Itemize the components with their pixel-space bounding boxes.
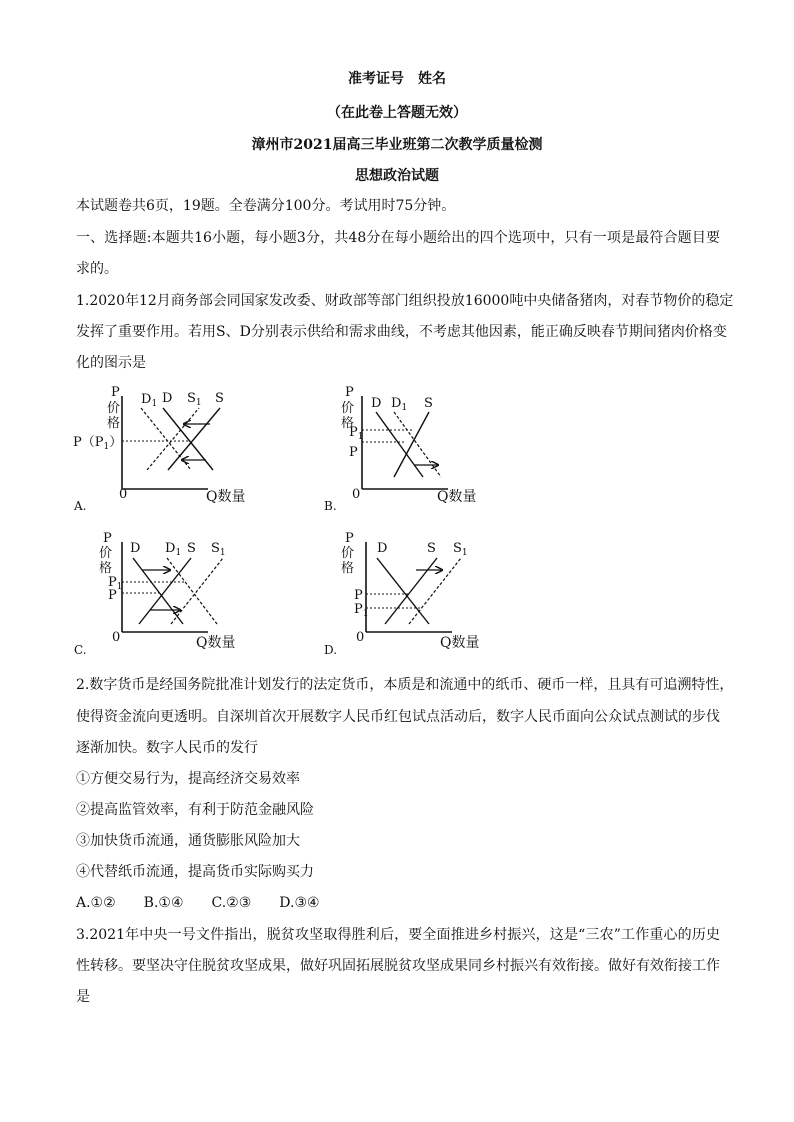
curve-d	[163, 408, 213, 470]
curve-d1-label: $D_1$	[165, 541, 182, 558]
curve-d1-label: $D_1$	[391, 396, 408, 413]
q2-line2: 使得资金流向更透明。自深圳首次开展数字人民币红包试点活动后，数字人民币面向公众试点测试的步伐	[76, 709, 720, 725]
q-axis-label: Q数量	[206, 489, 246, 505]
curve-d	[133, 558, 183, 624]
q-axis-label: Q数量	[196, 635, 236, 651]
curve-d1-label: $D_1$	[141, 392, 158, 409]
q2-option-1: ①方便交易行为，提高经济交易效率	[76, 771, 300, 787]
graph-b	[320, 380, 540, 515]
curve-d-label: D	[371, 396, 382, 411]
q2-line3: 逐渐加快。数字人民币的发行	[76, 740, 258, 756]
curve-s1-label: $S_1$	[187, 391, 202, 408]
p-axis-label-2: 价	[341, 401, 355, 416]
curve-d-label: D	[162, 391, 173, 406]
p-axis-label-2: 价	[341, 546, 355, 561]
invalid-note: （在此卷上答题无效）	[327, 105, 467, 121]
curve-s1-label: $S_1$	[211, 541, 226, 558]
curve-s1-label: $S_1$	[453, 541, 468, 558]
section1-line2: 求的。	[76, 261, 118, 277]
curve-s	[168, 408, 220, 470]
intro-text: 本试题卷共6页，19题。全卷满分100分。考试用时75分钟。	[76, 198, 456, 214]
q2-option-2: ②提高监管效率，有利于防范金融风险	[76, 802, 314, 818]
option-label: D.	[324, 643, 338, 657]
curve-d1	[141, 408, 191, 470]
curve-s-label: S	[215, 391, 224, 406]
curve-d	[377, 558, 429, 624]
q1-line1: 1.2020年12月商务部会同国家发改委、财政部等部门组织投放16000吨中央储备猪肉，对春节物价的稳定	[76, 293, 734, 309]
q2-option-3: ③加快货币流通，通货膨胀风险加大	[76, 833, 300, 849]
curve-s1	[409, 558, 461, 624]
curve-d1	[394, 412, 441, 477]
p-axis-label: P	[345, 385, 354, 400]
price-p1-label: $P_1$	[108, 575, 123, 592]
q3-line2: 性转移。要坚决守住脱贫攻坚成果，做好巩固拓展脱贫攻坚成果同乡村振兴有效衔接。做好有效衔接工作	[76, 958, 720, 974]
curve-s-label: S	[187, 541, 196, 556]
price-p1-label: $P_1$	[349, 425, 364, 442]
graph-d	[320, 528, 540, 658]
q2-option-4: ④代替纸币流通，提高货币实际购买力	[76, 864, 314, 880]
section1-line1: 一、选择题:本题共16小题，每小题3分，共48分在每小题给出的四个选项中，只有一项是最符合题目要	[76, 230, 720, 246]
q-axis-label: Q数量	[437, 489, 477, 505]
origin-label: 0	[356, 630, 365, 645]
curve-s	[385, 558, 437, 624]
p-axis-label: P	[345, 531, 354, 546]
graph-a	[70, 380, 290, 515]
curve-s	[139, 558, 191, 624]
origin-label: 0	[112, 630, 121, 645]
p-axis-label: P	[111, 385, 120, 400]
graph-c	[70, 528, 290, 658]
p-axis-label-2: 价	[99, 546, 113, 561]
q3-line3: 是	[76, 989, 90, 1005]
curve-s-label: S	[424, 396, 433, 411]
p-axis-label: P	[103, 531, 112, 546]
p-axis-label-2: 价	[107, 401, 121, 416]
curve-s1	[171, 558, 223, 624]
price-p-label: P	[349, 445, 358, 460]
exam-title: 漳州市2021届高三毕业班第二次教学质量检测	[251, 137, 543, 153]
curve-d1	[167, 558, 217, 624]
curve-s-label: S	[427, 541, 436, 556]
p-axis-label-3: 格	[99, 561, 113, 576]
curve-d-label: D	[130, 541, 141, 556]
origin-label: 0	[352, 487, 361, 502]
option-label: C.	[74, 643, 87, 657]
q1-line3: 化的图示是	[76, 355, 146, 371]
price-p1-label: $P_1$	[354, 602, 369, 619]
price-label-a: $P(P_1)$	[73, 435, 123, 452]
q2-line1: 2.数字货币是经国务院批准计划发行的法定货币，本质是和流通中的纸币、硬币一样，且具有可追溯特性，	[76, 677, 734, 693]
p-axis-label-3: 格	[107, 416, 121, 431]
price-p-label: P	[354, 588, 363, 603]
curve-d-label: D	[377, 541, 388, 556]
subject-title: 思想政治试题	[355, 168, 439, 184]
origin-label: 0	[119, 487, 128, 502]
option-label: A.	[74, 499, 87, 513]
price-p-label: P	[108, 588, 117, 603]
q-axis-label: Q数量	[440, 635, 480, 651]
curve-s1	[147, 408, 199, 470]
p-axis-label-3: 格	[341, 416, 355, 431]
exam-id-name-line: 准考证号 姓名	[348, 71, 446, 87]
q3-line1: 3.2021年中央一号文件指出，脱贫攻坚取得胜利后，要全面推进乡村振兴，这是“三农”工作重心的历史	[76, 927, 720, 943]
q1-line2: 发挥了重要作用。若用S、D分别表示供给和需求曲线，不考虑其他因素，能正确反映春节期间猪肉价格变	[76, 324, 727, 340]
option-label: B.	[324, 499, 337, 513]
q2-choices: A.①② B.①④ C.②③ D.③④	[76, 895, 320, 911]
p-axis-label-3: 格	[341, 561, 355, 576]
